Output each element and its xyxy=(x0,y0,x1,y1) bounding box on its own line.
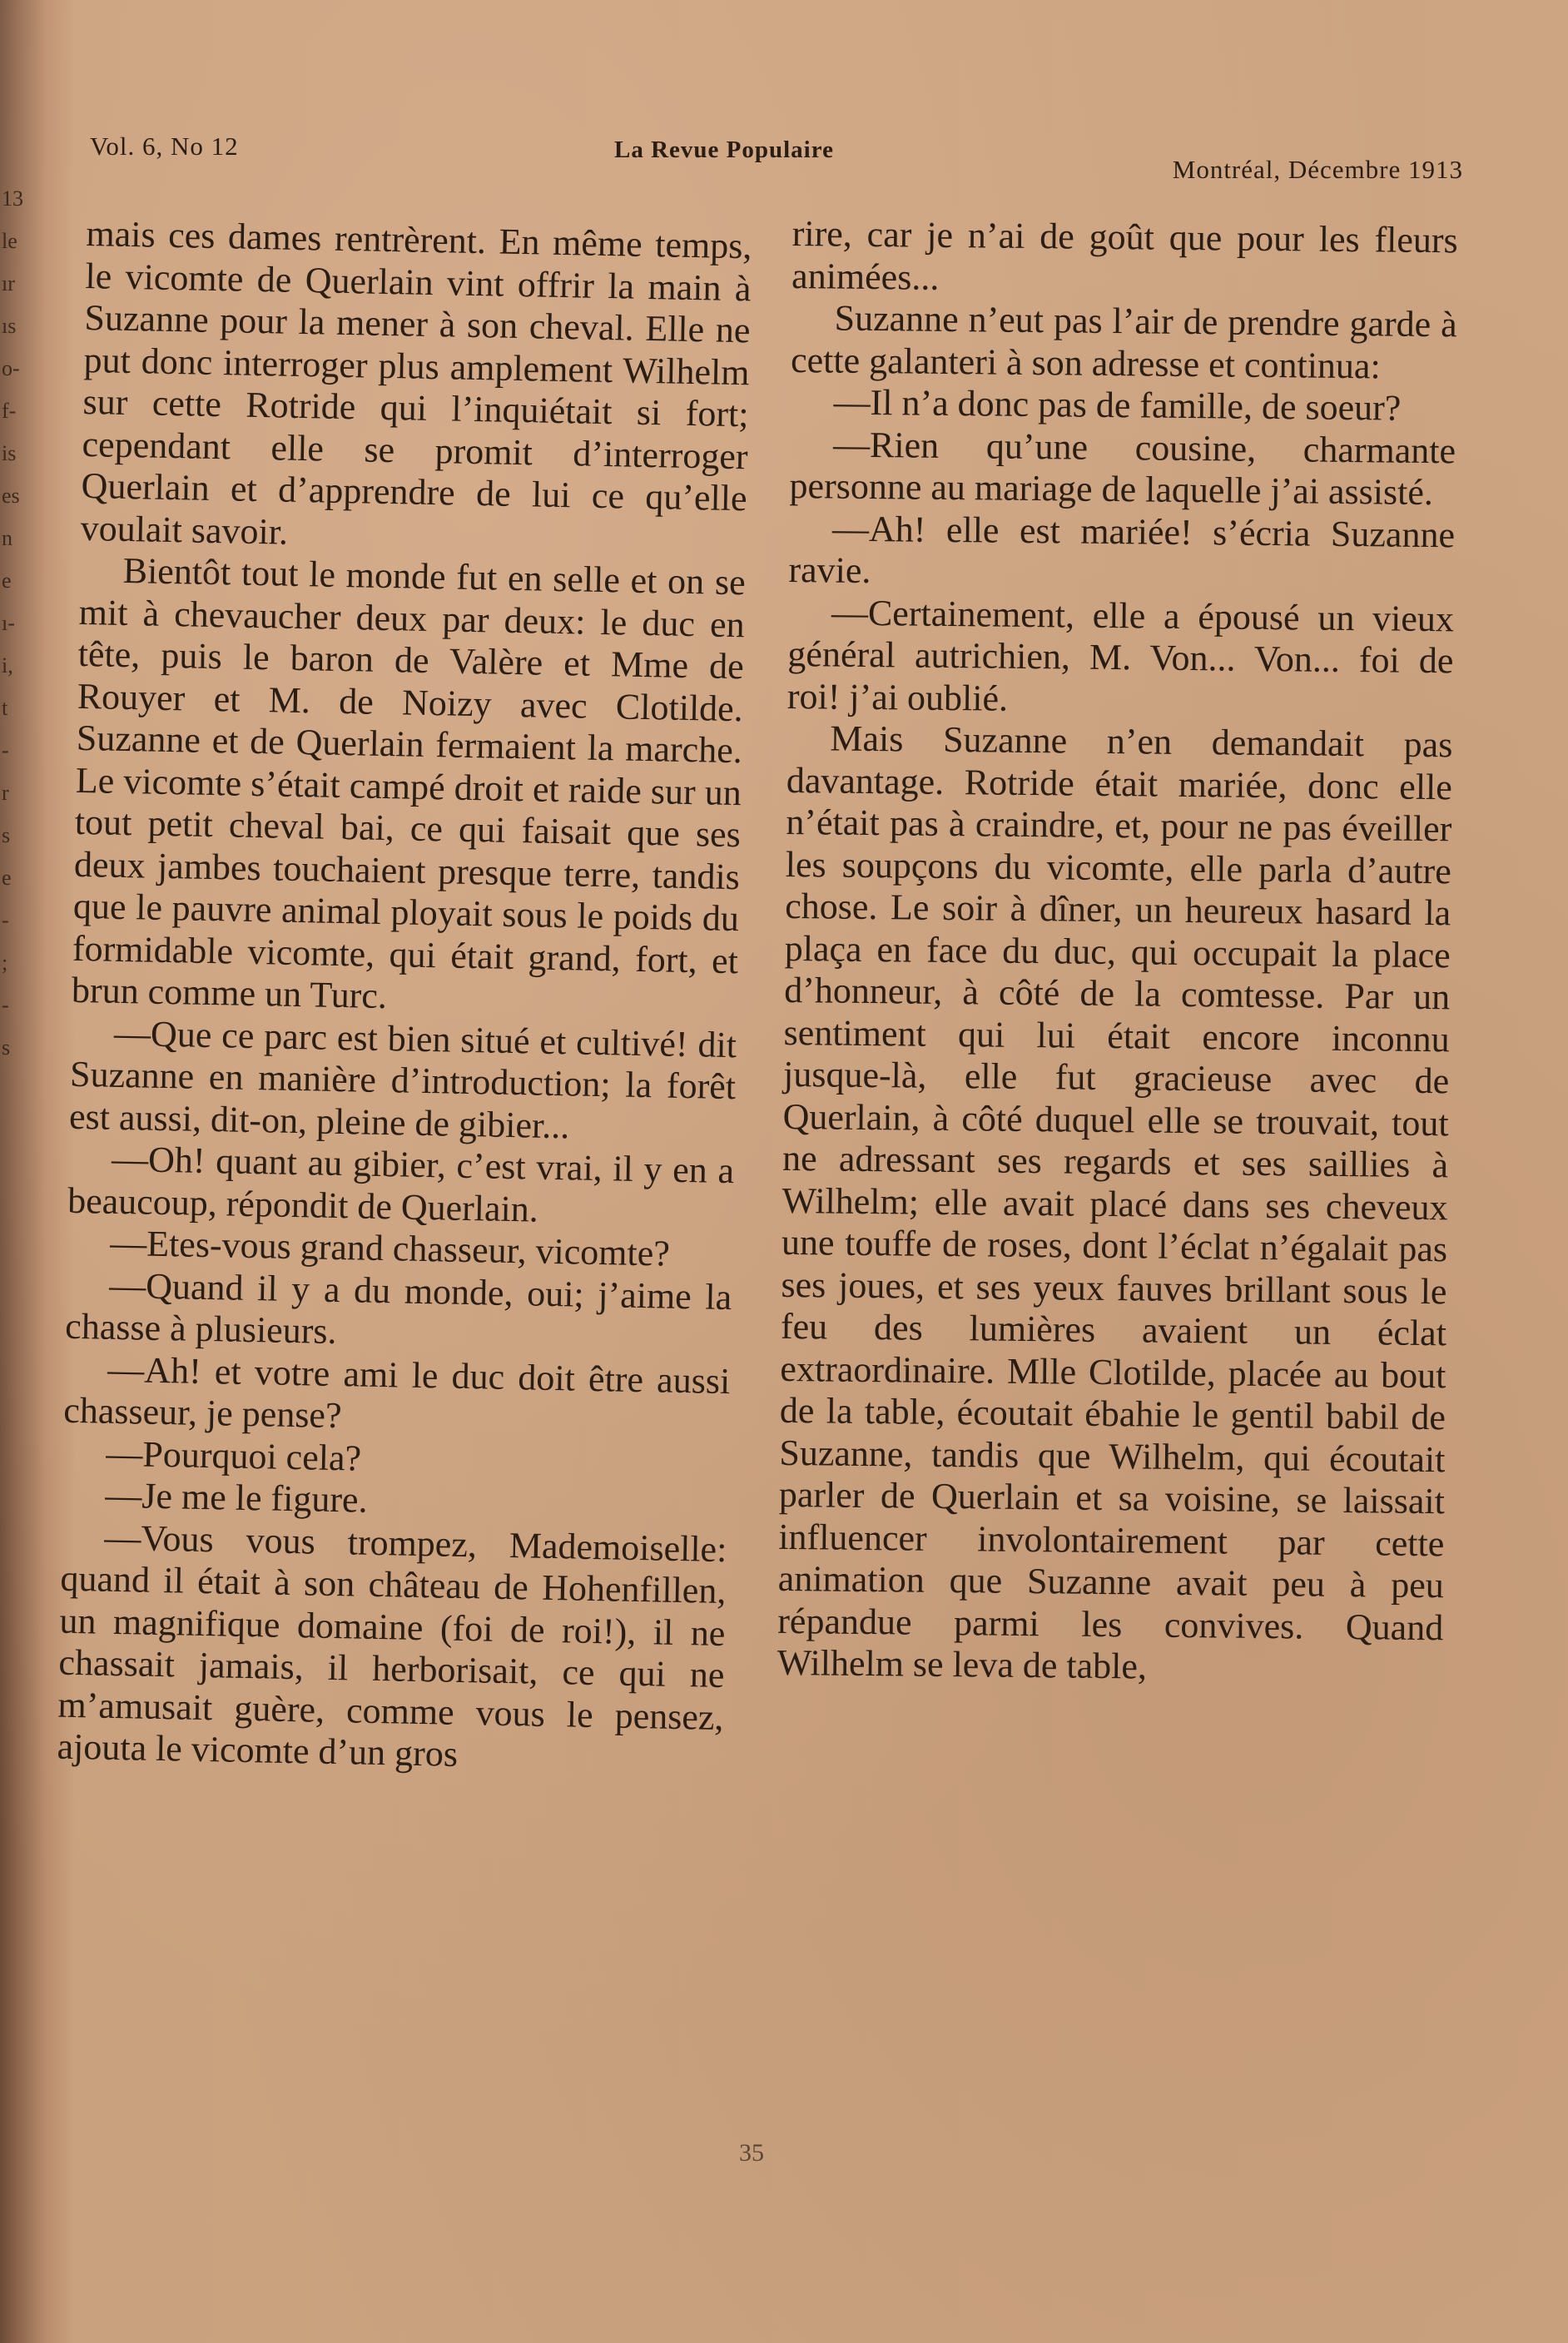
paragraph: —Je me le figure. xyxy=(104,1474,369,1521)
gutter-fragment: ıs xyxy=(2,314,17,338)
paragraph: —Que ce parc est bien situé et cultivé! dit Suzanne en manière d’introduction; la forêt est aussi, dit-on, pleine de gibier... xyxy=(68,1012,737,1146)
gutter-fragment: ; xyxy=(2,951,8,975)
right-column xyxy=(777,213,1457,1691)
gutter-fragment: ır xyxy=(2,271,15,295)
paragraph: —Oh! quant au gibier, c’est vrai, il y en a beaucoup, répondit de Querlain. xyxy=(67,1138,735,1230)
paragraph: —Vous vous trompez, Mademoiselle: quand il était à son château de Hohenfillen, un magnifique domaine (foi de roi!), il ne chassait jamais, il herborisait, ce qui ne m’amusait guère, comme vous le pensez, ajouta le vicomte d’un gros xyxy=(57,1516,727,1775)
place-date: Montréal, Décembre 1913 xyxy=(1172,155,1463,184)
paragraph: —Etes-vous grand chasseur, vicomte? xyxy=(109,1222,671,1274)
gutter-fragment: i, xyxy=(2,653,13,678)
page-number: 35 xyxy=(739,2139,764,2167)
left-column xyxy=(57,213,752,1781)
gutter-fragment: es xyxy=(2,484,20,508)
paragraph: Bientôt tout le monde fut en selle et on se mit à chevaucher deux par deux: le duc en tête, puis le baron de Valère et Mme de Rouyer et M. de Noizy avec Clotilde. Suzanne et de Querlain fermaient la marche. Le vicomte s’était campé droit et raide sur un tout petit cheval bai, ce qui faisait que ses deux jambes touchaient presque terre, tandis que le pauvre animal ployait sous le poids du formidable vicomte, qui était grand, fort, et brun comme un Turc. xyxy=(71,549,747,1017)
volume-issue: Vol. 6, No 12 xyxy=(90,132,239,161)
gutter-fragment: f- xyxy=(2,399,17,423)
paragraph: —Ah! et votre ami le duc doit être aussi chasseur, je pense? xyxy=(62,1348,731,1437)
gutter-fragment: s xyxy=(2,1035,11,1060)
gutter-fragment: s xyxy=(2,823,11,847)
gutter-fragment: t xyxy=(2,696,8,720)
gutter-fragment: 13 xyxy=(2,186,23,211)
paragraph: —Quand il y a du monde, oui; j’aime la chasse à plusieurs. xyxy=(64,1264,732,1353)
gutter-fragment: is xyxy=(2,441,17,465)
gutter-fragment: - xyxy=(2,908,9,932)
gutter-fragment: n xyxy=(2,526,12,550)
paragraph: Suzanne n’eut pas l’air de prendre garde à cette galanteri à son adresse et continua: xyxy=(790,297,1457,386)
paragraph: Mais Suzanne n’en demandait pas davantage. Rotride était mariée, donc elle n’était pas à craindre, et, pour ne pas éveiller les soupçons du vicomte, elle parla d’autre chose. Le soir à dîner, un heureux hasard la plaça en face du duc, qui occupait la place d’honneur, à côté de la comtesse. Par un sentiment qui lui était encore inconnu jusque-là, elle fut gracieuse avec de Querlain, à côté duquel elle se trouvait, tout ne adressant ses regards et ses saillies à Wilhelm; elle avait placé dans ses cheveux une touffe de roses, dont l’éclat n’égalait pas ses joues, et ses yeux fauves brillant sous le feu des lumières avaient un éclat extraordinaire. Mlle Clotilde, placée au bout de la table, écoutait ébahie le gentil babil de Suzanne, tandis que Wilhelm, qui écoutait parler de Querlain et sa voisine, se laissait influencer involontairement par cette animation que Suzanne avait peu à peu répandue parmi les convives. Quand Wilhelm se leva de table, xyxy=(777,717,1453,1687)
gutter-fragment: ı- xyxy=(2,611,15,635)
gutter-fragment: e xyxy=(2,568,12,593)
gutter-fragment: le xyxy=(2,229,17,253)
paragraph: —Certainement, elle a épousé un vieux général autrichien, M. Von... Von... foi de roi! j’ai oublié. xyxy=(786,592,1455,719)
paragraph: rire, car je n’ai de goût que pour les fleurs animées... xyxy=(791,213,1458,298)
running-header xyxy=(90,132,1463,184)
paragraph: —Il n’a donc pas de famille, de soeur? xyxy=(833,381,1402,429)
paragraph: —Rien qu’une cousine, charmante personne au mariage de laquelle j’ai assisté. xyxy=(789,424,1456,514)
gutter-fragment: r xyxy=(2,781,9,805)
gutter-fragment: e xyxy=(2,866,12,890)
gutter-fragment: - xyxy=(2,738,9,762)
gutter-fragment: o- xyxy=(2,356,20,380)
paragraph: mais ces dames rentrèrent. En même temps, le vicomte de Querlain vint offrir la main à Suzanne pour la mener à son cheval. Elle ne put donc interroger plus amplement Wilhelm sur cette Rotride qui l’inquiétait si fort; cependant elle se promit d’interroger Querlain et d’apprendre de lui ce qu’elle voulait savoir. xyxy=(80,213,752,553)
journal-title: La Revue Populaire xyxy=(614,137,834,163)
gutter-fragments xyxy=(0,117,33,1115)
paragraph: —Pourquoi cela? xyxy=(105,1432,362,1479)
paragraph: —Ah! elle est mariée! s’écria Suzanne ravie. xyxy=(788,508,1456,592)
gutter-fragment: - xyxy=(2,993,9,1017)
